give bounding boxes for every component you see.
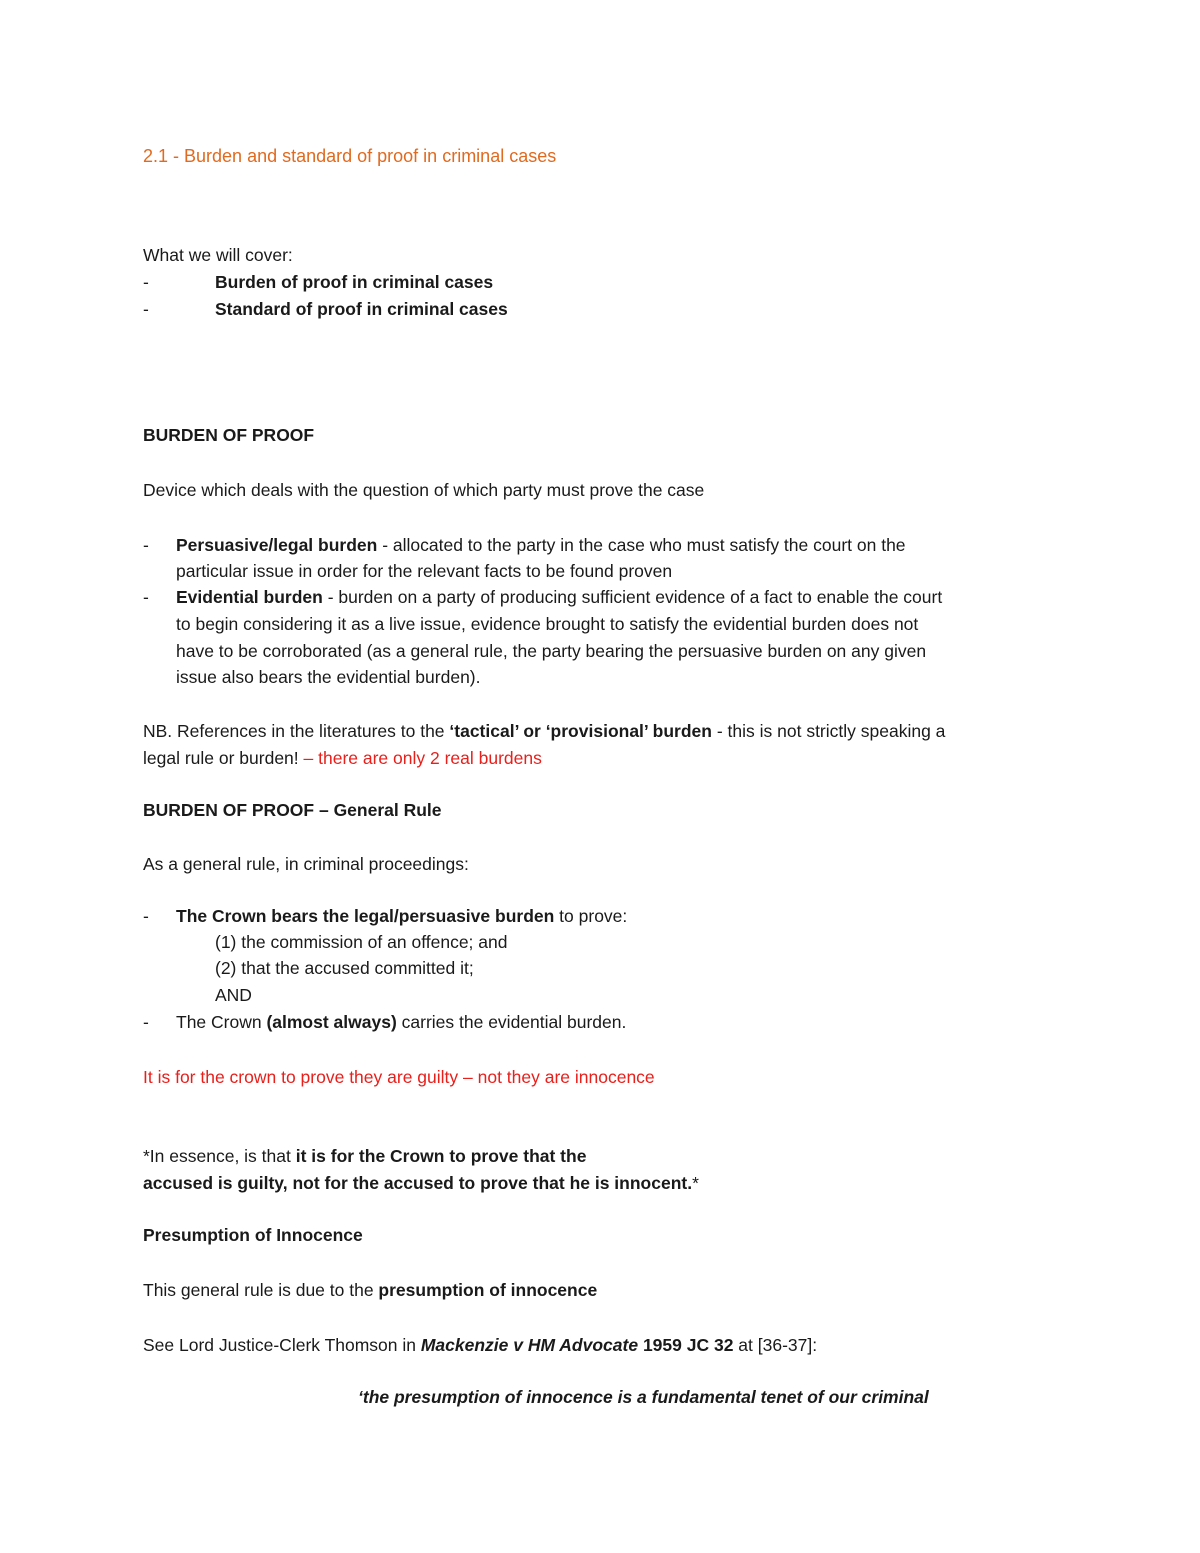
section-heading-presumption: Presumption of Innocence bbox=[143, 1225, 363, 1245]
crown-bold: The Crown bears the legal/persuasive burden bbox=[176, 906, 555, 926]
nb-line-1 bbox=[143, 720, 945, 742]
evidential-line-1 bbox=[176, 586, 942, 608]
red-note: It is for the crown to prove they are guilty – not they are innocence bbox=[143, 1067, 655, 1087]
nb-line2-text: legal rule or burden! bbox=[143, 748, 304, 768]
essence-pre: *In essence, is that bbox=[143, 1146, 296, 1166]
see-pre: See Lord Justice-Clerk Thomson in bbox=[143, 1335, 421, 1355]
cover-intro: What we will cover: bbox=[143, 245, 293, 265]
persuasive-line-2: particular issue in order for the relevant facts to be found proven bbox=[176, 561, 673, 581]
bullet-dash: - bbox=[143, 272, 149, 292]
crown-carries-line bbox=[176, 1011, 626, 1033]
cover-item-burden: Burden of proof in criminal cases bbox=[215, 272, 494, 292]
presumption-pre: This general rule is due to the bbox=[143, 1280, 379, 1300]
persuasive-term: Persuasive/legal burden bbox=[176, 535, 378, 555]
document-title: 2.1 - Burden and standard of proof in criminal cases bbox=[143, 146, 557, 166]
quote-line bbox=[358, 1386, 929, 1408]
bullet-dash: - bbox=[143, 587, 149, 607]
evidential-text: - burden on a party of producing sufficient evidence of a fact to enable the court bbox=[322, 587, 943, 607]
evidential-term: Evidential burden bbox=[176, 587, 323, 607]
bullet-dash: - bbox=[143, 535, 149, 555]
bullet-dash: - bbox=[143, 299, 149, 319]
section-heading-burden: BURDEN OF PROOF bbox=[143, 425, 315, 445]
crown-sub-1: (1) the commission of an offence; and bbox=[215, 932, 508, 952]
presumption-bold: presumption of innocence bbox=[378, 1280, 598, 1300]
crown-and: AND bbox=[215, 985, 252, 1005]
section-heading-general-rule: BURDEN OF PROOF – General Rule bbox=[143, 800, 442, 820]
nb-line-2 bbox=[143, 747, 542, 769]
evidential-line-2: to begin considering it as a live issue, evidence brought to satisfy the evidential burden does not bbox=[176, 614, 919, 634]
crown-carries-pre: The Crown bbox=[176, 1012, 267, 1032]
essence-bold-1: it is for the Crown to prove that the bbox=[295, 1146, 587, 1166]
see-line bbox=[143, 1334, 817, 1356]
evidential-line-4: issue also bears the evidential burden). bbox=[176, 667, 481, 687]
crown-sub-2: (2) that the accused committed it; bbox=[215, 958, 474, 978]
essence-post: * bbox=[692, 1173, 699, 1193]
device-text: Device which deals with the question of which party must prove the case bbox=[143, 480, 705, 500]
nb-prefix: NB. References in the literatures to the bbox=[143, 721, 450, 741]
case-name: Mackenzie v HM Advocate bbox=[420, 1335, 639, 1355]
cover-item-standard: Standard of proof in criminal cases bbox=[215, 299, 508, 319]
persuasive-text: - allocated to the party in the case who must satisfy the court on the bbox=[377, 535, 906, 555]
nb-tactical-burden: ‘tactical’ or ‘provisional’ burden bbox=[449, 721, 712, 741]
bullet-dash: - bbox=[143, 1012, 149, 1032]
general-rule-intro: As a general rule, in criminal proceedings: bbox=[143, 854, 469, 874]
essence-bold-2: accused is guilty, not for the accused to prove that he is innocent. bbox=[143, 1173, 693, 1193]
persuasive-line-1 bbox=[176, 534, 906, 556]
presumption-text bbox=[143, 1279, 597, 1301]
nb-red-note: – there are only 2 real burdens bbox=[303, 748, 542, 768]
case-citation: 1959 JC 32 bbox=[638, 1335, 734, 1355]
bullet-dash: - bbox=[143, 906, 149, 926]
crown-carries-post: carries the evidential burden. bbox=[396, 1012, 627, 1032]
crown-rest: to prove: bbox=[554, 906, 628, 926]
essence-line-1 bbox=[143, 1145, 586, 1167]
quote-text: ‘the presumption of innocence is a fundamental tenet of our criminal bbox=[358, 1387, 929, 1407]
crown-line bbox=[176, 905, 627, 927]
evidential-line-3: have to be corroborated (as a general rule, the party bearing the persuasive burden on any given bbox=[176, 641, 927, 661]
crown-carries-bold: (almost always) bbox=[266, 1012, 397, 1032]
nb-suffix: - this is not strictly speaking a bbox=[711, 721, 946, 741]
essence-line-2 bbox=[143, 1172, 699, 1194]
see-post: at [36-37]: bbox=[733, 1335, 818, 1355]
